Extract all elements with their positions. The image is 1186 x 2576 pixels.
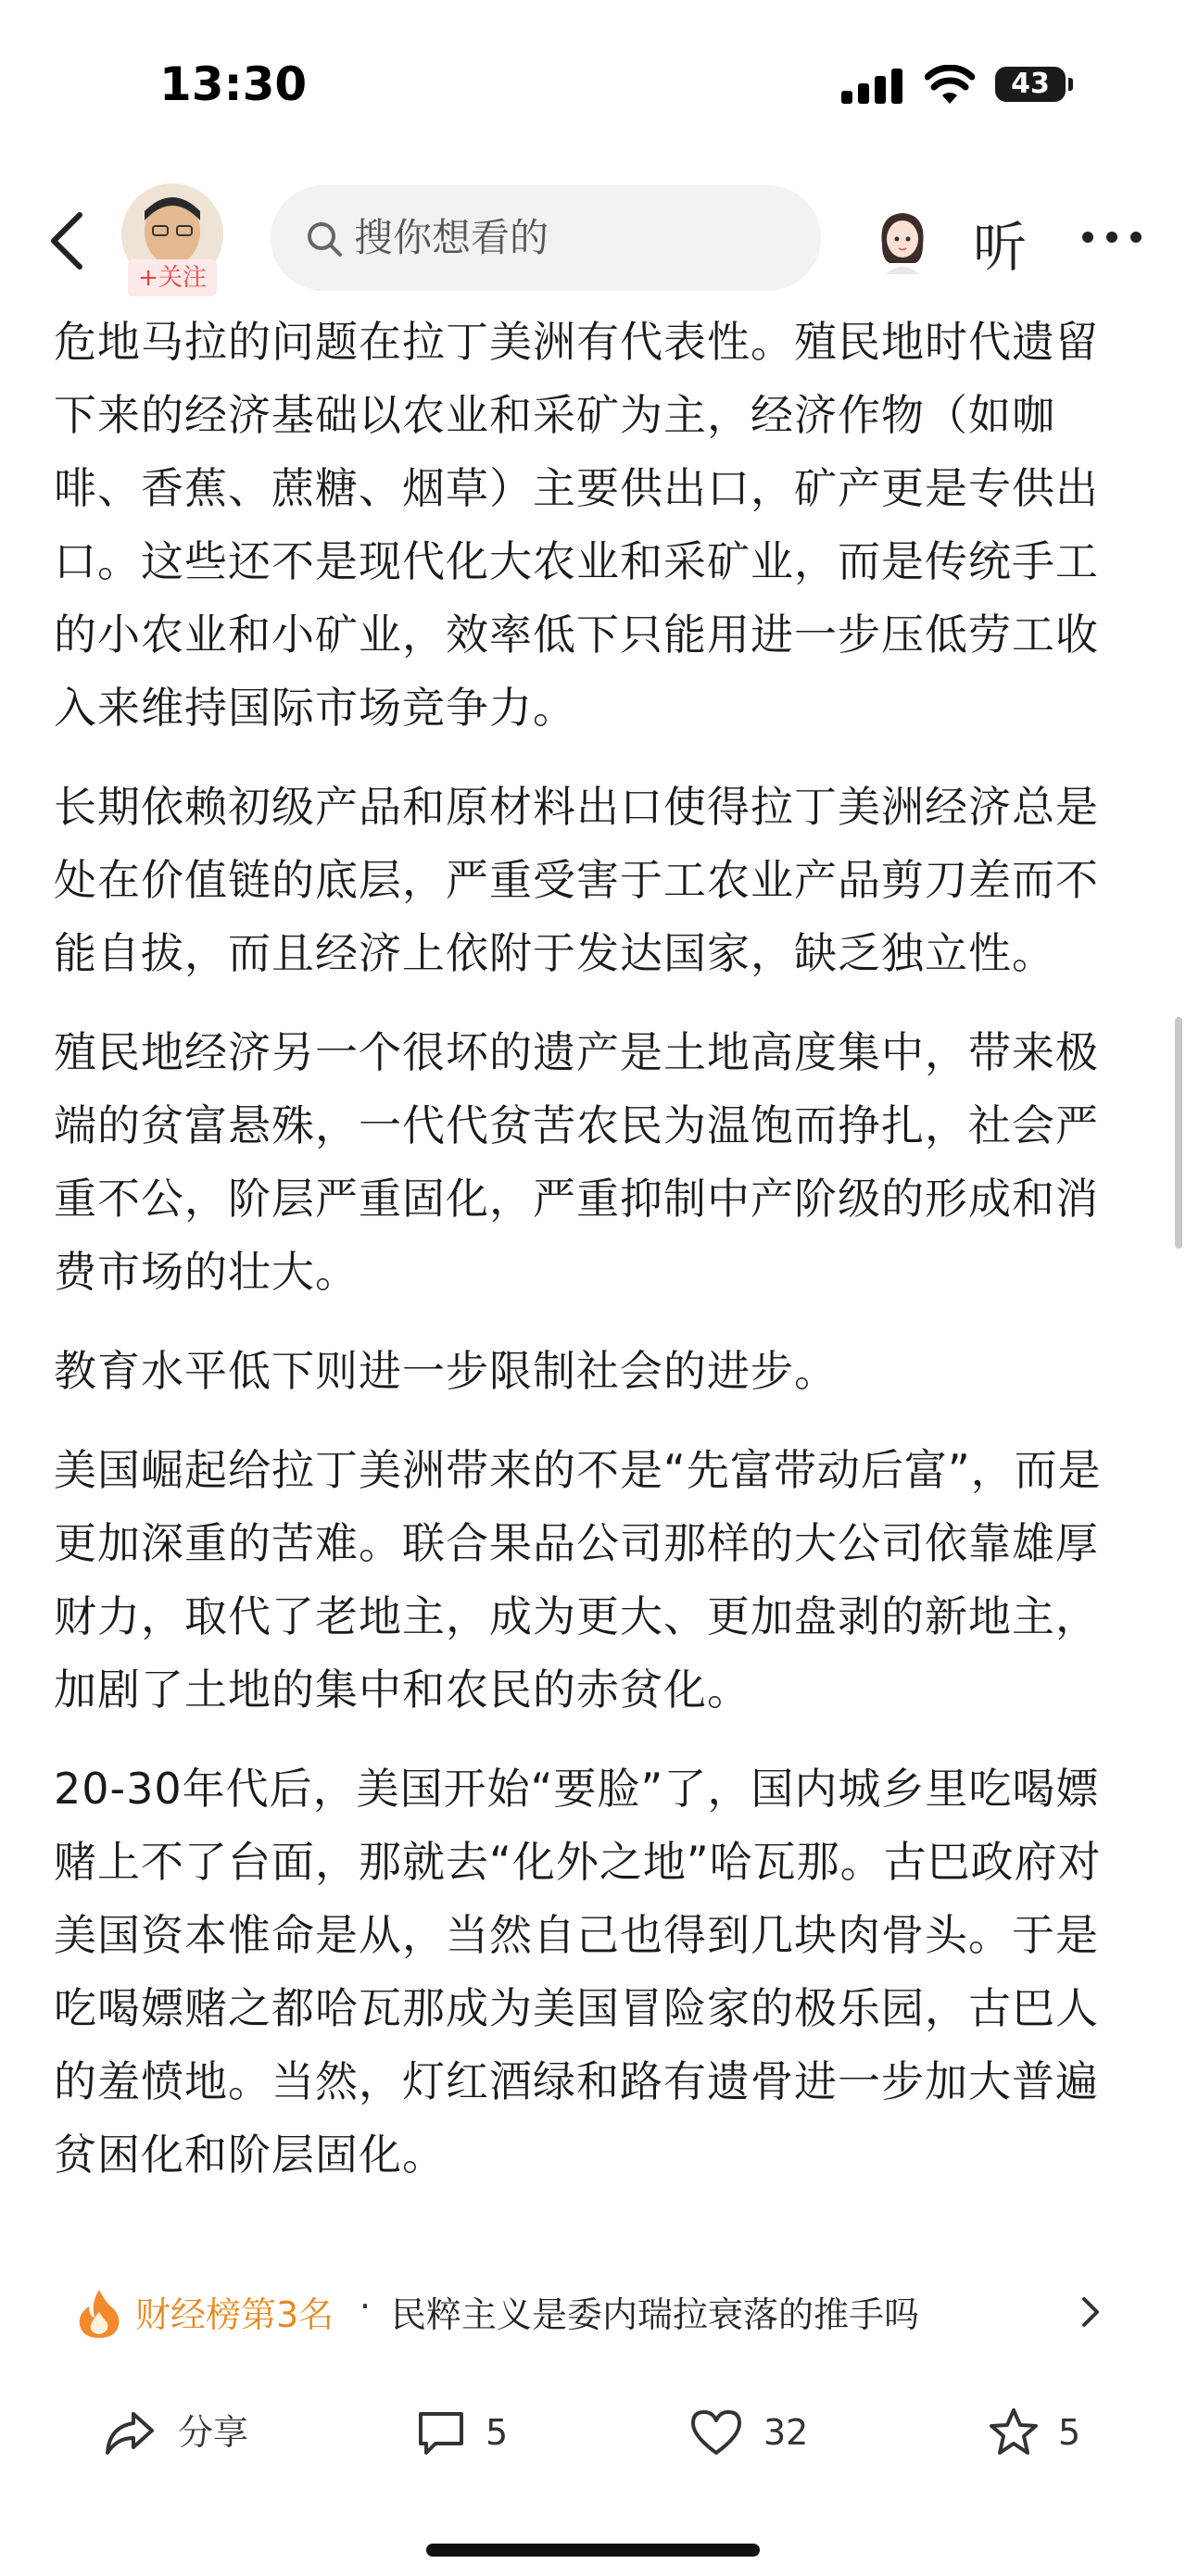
favorite-button[interactable] [988,2405,1099,2460]
share-button[interactable] [104,2405,261,2460]
share-label: 分享 [178,2412,249,2453]
rank-label[interactable]: 财经榜第3名 [135,2294,334,2335]
listen-avatar-icon[interactable] [865,202,940,276]
rank-title[interactable]: 民粹主义是委内瑞拉衰落的推手吗 [391,2294,920,2335]
comment-count: 5 [486,2412,509,2453]
cellular-signal-icon [841,69,906,104]
status-time: 13:30 [159,57,308,111]
wifi-icon [925,65,975,106]
article-paragraph: 20-30年代后，美国开始“要脸”了，国内城乡里吃喝嫖赌上不了台面，那就去“化外之地”哈瓦那。古巴政府对美国资本惟命是从，当然自己也得到几块肉骨头。于是吃喝嫖赌之都哈瓦那成为美国冒险家的极乐园，古巴人的羞愤地。当然，灯红酒绿和路有遗骨进一步加大普遍贫困化和阶层固化。 [54,1764,1102,2180]
ranking-bar[interactable] [0,2260,1186,2362]
chevron-right-icon[interactable] [1077,2293,1103,2331]
like-button[interactable] [689,2405,828,2460]
author-avatar[interactable] [117,183,228,295]
action-bar [0,2362,1186,2492]
back-arrow-icon[interactable] [37,204,102,278]
heart-icon [689,2406,743,2458]
listen-button[interactable]: 听 [973,216,1028,279]
search-bar[interactable] [271,185,821,291]
search-icon [304,219,345,259]
battery-icon: 43 [995,67,1066,102]
scrollbar[interactable] [1175,1017,1182,1249]
search-input[interactable]: 搜你想看的 [354,215,549,260]
comment-button[interactable] [415,2405,536,2460]
star-icon [988,2406,1040,2458]
more-icon[interactable] [1082,232,1142,246]
article-paragraph: 危地马拉的问题在拉丁美洲有代表性。殖民地时代遗留下来的经济基础以农业和采矿为主，经济作物（如咖啡、香蕉、蔗糖、烟草）主要供出口，矿产更是专供出口。这些还不是现代化大农业和采矿业，而是传统手工的小农业和小矿业，效率低下只能用进一步压低劳工收入来维持国际市场竞争力。 [54,317,1099,733]
article-paragraph: 殖民地经济另一个很坏的遗产是土地高度集中，带来极端的贫富悬殊，一代代贫苦农民为温饱而挣扎，社会严重不公，阶层严重固化，严重抑制中产阶级的形成和消费市场的壮大。 [54,1027,1099,1297]
article-paragraph: 长期依赖初级产品和原材料出口使得拉丁美洲经济总是处在价值链的底层，严重受害于工农业产品剪刀差而不能自拔，而且经济上依附于发达国家，缺乏独立性。 [54,782,1099,978]
status-bar [0,0,1186,176]
favorite-count: 5 [1058,2412,1081,2453]
home-indicator[interactable] [426,2544,760,2557]
comment-icon [415,2406,467,2458]
content-fade [0,2205,1186,2260]
fire-icon [76,2288,122,2340]
follow-button[interactable]: +关注 [128,259,217,296]
article-paragraph: 教育水平低下则进一步限制社会的进步。 [54,1346,838,1396]
article-body [54,306,1138,2218]
share-icon [104,2406,156,2458]
article-paragraph: 美国崛起给拉丁美洲带来的不是“先富带动后富”，而是更加深重的苦难。联合果品公司那样的大公司依靠雄厚财力，取代了老地主，成为更大、更加盘剥的新地主，加剧了土地的集中和农民的赤贫化。 [54,1445,1102,1715]
nav-bar [0,176,1186,306]
like-count: 32 [763,2412,809,2453]
rank-separator: · [360,2286,372,2327]
